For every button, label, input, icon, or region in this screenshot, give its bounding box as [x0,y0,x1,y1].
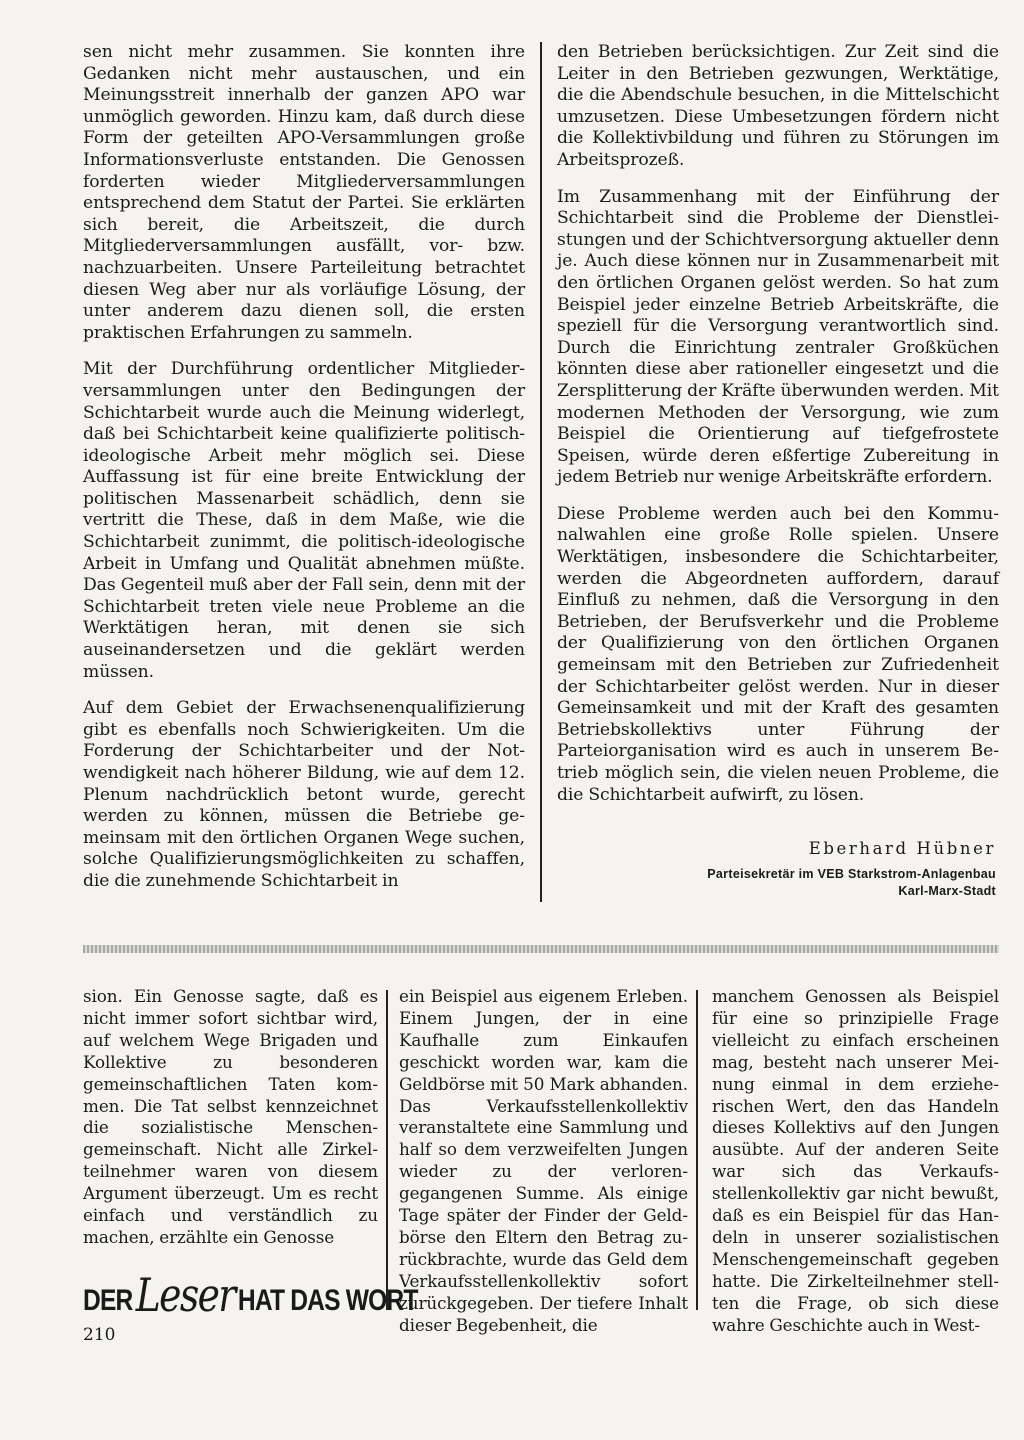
paragraph: Diese Probleme werden auch bei den Kommunalwahlen eine große Rolle spielen. Unsere Werktätigen, insbesondere die Schichtarbeiter, werden die Abgeordneten auffordern, darauf Einfluß zu nehmen, daß die Versorgung in den Betrieben, der Berufsverkehr und die Probleme der Qualifizierung von den örtlichen Organen gemeinsam mit den Betrieben zur Zufriedenheit der Schichtarbeiter gelöst werden. Nur in dieser Gemeinsamkeit und mit der Kraft des gesamten Betriebskollektivs unter Führung der Parteiorganisation wird es auch in unserem Betrieb möglich sein, die vielen neuen Probleme, die die Schichtarbeit aufwirft, zu lösen. [557,503,999,805]
author-role [576,866,996,900]
author-role-line: Parteisekretär im VEB Starkstrom-Anlagenbau [707,867,996,881]
column-divider [386,990,388,1310]
page-number: 210 [83,1325,116,1345]
column-divider [540,42,542,902]
heading-script-text: Leser [135,1268,235,1322]
reader-column-3 [712,986,999,1337]
heading-text: HAT DAS WORT [237,1284,418,1317]
paragraph: manchem Genossen als Beispiel für eine so prinzipielle Frage vielleicht zu einfach erscheinen mag, besteht nach unserer Meinung einmal in dem erzieherischen Wert, den das Handeln dieses Kollektivs auf den Jungen ausübte. Auf der anderen Seite war sich das Verkaufsstellenkollektiv gar nicht bewußt, daß es ein Beispiel für das Handeln in unserer sozialistischen Menschengemeinschaft gegeben hatte. Die Zirkelteilnehmer stellten die Frage, ob sich diese wahre Geschichte auch in West- [712,986,999,1335]
heading-text: DER [83,1284,133,1317]
author-location: Karl-Marx-Stadt [898,884,996,898]
reader-column-1 [83,986,378,1249]
paragraph: ein Beispiel aus eigenem Erleben. Einem Jungen, der in eine Kaufhalle zum Einkaufen geschickt worden war, kam die Geldbörse mit 50 Mark abhanden. Das Verkaufsstellenkollektiv veranstaltete eine Sammlung und half so dem verzweifelten Jungen wieder zu der verlorengegangenen Summe. Als einige Tage später der Finder der Geldbörse den Eltern den Betrag zurückbrachte, wurde das Geld dem Verkaufsstellenkollektiv sofort zurückgegeben. Der tiefere Inhalt dieser Begebenheit, die [399,986,688,1335]
article-column-right [557,42,999,806]
paragraph: den Betrieben berücksichtigen. Zur Zeit sind die Leiter in den Betrieben gezwungen, Werktätige, die die Abendschule besuchen, in die Mittelschicht umzusetzen. Diese Umbesetzungen fördern nicht die Kollektivbildung und führen zu Störungen im Arbeitsprozeß. [557,42,999,170]
paragraph: sen nicht mehr zusammen. Sie konnten ihre Gedanken nicht mehr austauschen, und ein Meinungsstreit innerhalb der ganzen APO war unmöglich geworden. Hinzu kam, daß durch diese Form der geteilten APO-Versammlungen große Informationsverluste entstanden. Die Genossen forderten wieder Mitgliederversammlungen entsprechend dem Statut der Partei. Sie erklärten sich bereit, die Arbeitszeit, die durch Mitgliederversammlungen ausfällt, vor- bzw. nachzuarbeiten. Unsere Parteileitung betrachtet diesen Weg aber nur als vorläufige Lösung, der unter anderem dazu dienen soll, die ersten praktischen Erfahrungen zu sammeln. [83,42,525,343]
paragraph: Im Zusammenhang mit der Einführung der Schichtarbeit sind die Probleme der Dienstleistungen und der Schichtversorgung aktueller denn je. Auch diese können nur in Zusammenarbeit mit den örtlichen Organen gelöst werden. So hat zum Beispiel jeder einzelne Betrieb Arbeitskräfte, die speziell für die Versorgung verantwortlich sind. Durch die Einrichtung zentraler Großküchen könnten diese aber rationeller eingesetzt und die Zersplitterung der Kräfte überwunden werden. Mit modernen Methoden der Versorgung, wie zum Beispiel die Orientierung auf tiefgefrostete Speisen, würde deren eßfertige Zubereitung in jedem Betrieb nur wenige Arbeitskräfte erfordern. [557,186,999,488]
reader-column-2 [399,986,688,1337]
paragraph: Auf dem Gebiet der Erwachsenenqualifizierung gibt es ebenfalls noch Schwierigkeiten. Um die Forderung der Schichtarbeiter und der Notwendigkeit nach höherer Bildung, wie auf dem 12. Plenum nachdrücklich betont wurde, gerecht werden zu können, müssen die Betriebe gemeinsam mit den örtlichen Organen Wege suchen, solche Qualifizierungsmöglichkeiten zu schaffen, die die zunehmende Schichtarbeit in [83,698,525,891]
column-divider [696,990,698,1310]
section-separator [83,945,999,953]
article-column-left [83,42,525,893]
paragraph: sion. Ein Genosse sagte, daß es nicht immer sofort sichtbar wird, auf welchem Wege Brigaden und Kollektive zu besonderen gemeinschaftlichen Taten kommen. Die Tat selbst kennzeichnet die sozialistische Menschengemeinschaft. Nicht alle Zirkelteilnehmer waren von diesem Argument überzeugt. Um es recht einfach und verständlich zu machen, erzählte ein Genosse [83,986,378,1247]
section-heading-logo [83,1248,418,1322]
paragraph: Mit der Durchführung ordentlicher Mitgliederversammlungen unter den Bedingungen der Schichtarbeit wurde auch die Meinung widerlegt, daß bei Schichtarbeit keine qualifizierte politisch-ideologische Arbeit mehr möglich sei. Diese Auffassung ist für eine breite Entwicklung der politischen Massenarbeit schädlich, denn sie vertritt die These, daß in dem Maße, wie die Schichtarbeit zunimmt, die politisch-ideologische Arbeit in Umfang und Qualität abnehmen müßte. Das Gegenteil muß aber der Fall sein, denn mit der Schichtarbeit treten viele neue Probleme an die Werktätigen heran, mit denen sie sich auseinandersetzen und die geklärt werden müssen. [83,359,525,682]
author-name: Eberhard Hübner [808,839,996,858]
